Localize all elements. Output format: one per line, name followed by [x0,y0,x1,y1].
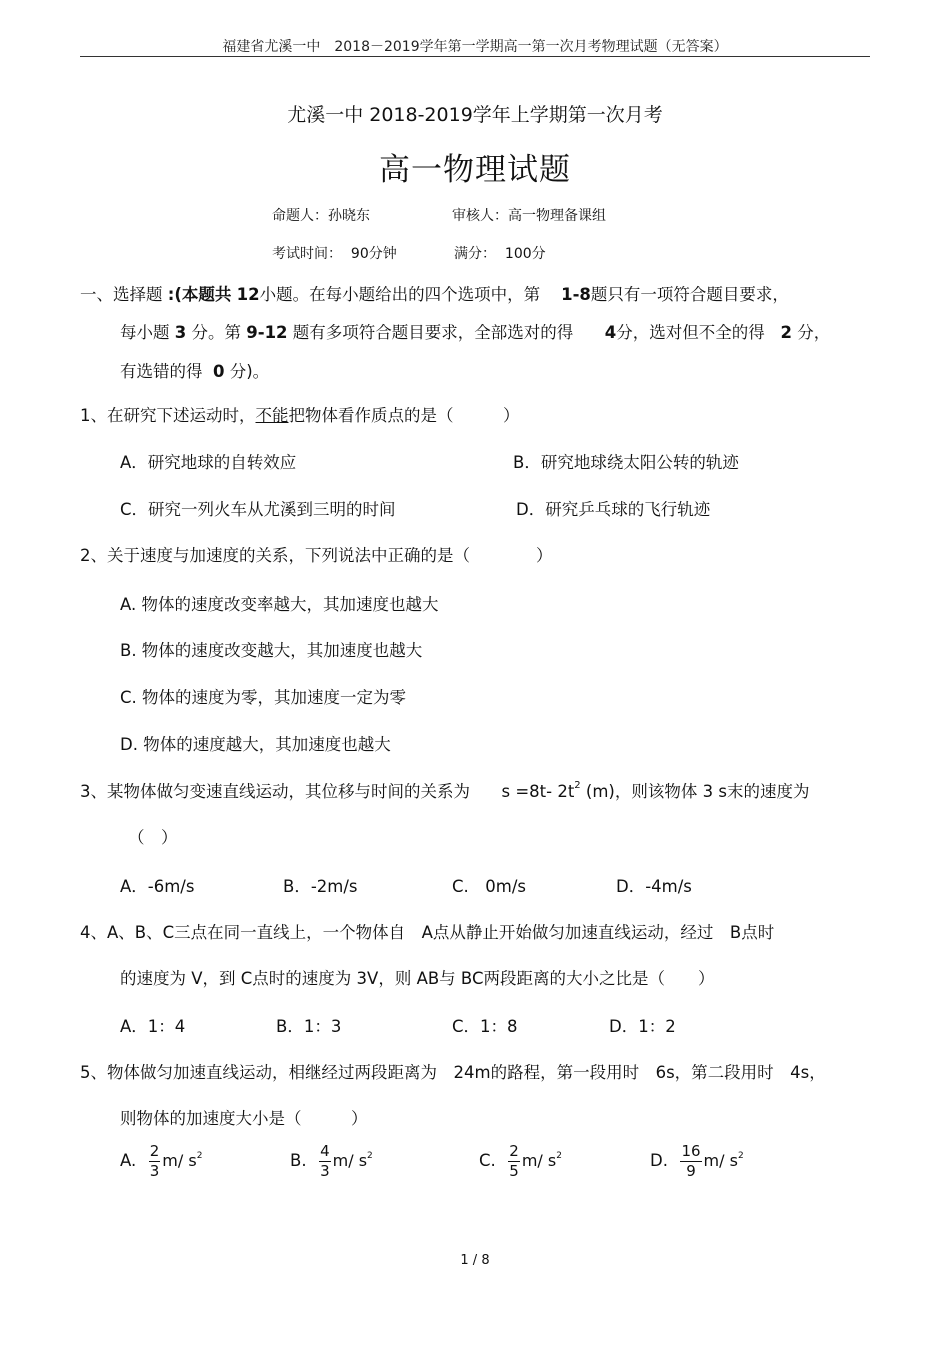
question-1-option-b: B．研究地球绕太阳公转的轨迹 [513,453,739,472]
question-3-stem: 3、某物体做匀变速直线运动，其位移与时间的关系为 s =8t- $2t^2$ (m)，则该物体 3 s末的速度为 [80,780,810,801]
author-label: 命题人： [272,208,328,224]
exam-title: 尤溪一中 2018-2019学年上学期第一次月考 [287,104,663,126]
question-1-option-d: D．研究乒乓球的飞行轨迹 [516,500,711,519]
acceleration-unit: m/ $s^2$ [332,1151,373,1170]
time-label: 考试时间： [272,246,342,262]
header-divider [80,56,870,57]
question-3-option-d: D．-4m/s [616,877,692,896]
section-instructions-line-3: 有选错的得 0 分)。 [120,362,270,381]
author-name: 孙晓东 [328,208,370,224]
question-3-option-a: A．-6m/s [120,877,195,896]
running-header: 福建省尤溪一中 2018－2019学年第一学期高一第一次月考物理试题（无答案） [222,39,728,55]
question-1-stem: 1、在研究下述运动时，不能把物体看作质点的是（ ） [80,406,520,425]
question-2-option-a: A. 物体的速度改变率越大，其加速度也越大 [120,595,439,614]
acceleration-unit: m/ $s^2$ [703,1151,744,1170]
score-label: 满分： [454,246,496,262]
exam-time-line [272,243,397,263]
section-instructions-line-1: 一、选择题 :(本题共 12小题。在每小题给出的四个选项中，第 1-8题只有一项符合题目要求， [80,285,789,304]
author-line [272,205,370,225]
question-4-option-d: D．1：2 [609,1017,676,1036]
page-number: 1 / 8 [460,1253,490,1268]
fraction: $\frac{16}{9}$ [681,1142,701,1180]
question-5-stem-line-2: 则物体的加速度大小是（ ） [120,1109,368,1128]
question-2-option-d: D. 物体的速度越大，其加速度也越大 [120,735,391,754]
question-2-option-b: B. 物体的速度改变越大，其加速度也越大 [120,641,423,660]
question-5-option-a: A. $\frac{2}{3}$ m/ $s^2$ [120,1142,203,1180]
question-3-answer-blank: （ ） [128,828,178,847]
question-5-stem-line-1: 5、物体做匀加速直线运动，相继经过两段距离为 24m的路程，第一段用时 6s，第二段用时 4s， [80,1063,826,1082]
section-instructions-line-2: 每小题 3 分。第 9-12 题有多项符合题目要求，全部选对的得 4分，选对但不全的得 2 分， [120,323,831,342]
fraction: $\frac{4}{3}$ [320,1142,330,1180]
acceleration-unit: m/ $s^2$ [162,1151,203,1170]
reviewer-label: 审核人： [452,208,508,224]
acceleration-unit: m/ $s^2$ [521,1151,562,1170]
subject-title: 高一物理试题 [379,152,571,188]
question-3-option-c: C. 0m/s [452,877,526,896]
question-4-option-a: A．1：4 [120,1017,186,1036]
reviewer-line [452,205,606,225]
section-heading: 一、选择题 [80,285,163,304]
reviewer-name: 高一物理备课组 [508,208,606,224]
question-2-option-c: C. 物体的速度为零，其加速度一定为零 [120,688,407,707]
question-4-option-b: B．1：3 [276,1017,342,1036]
question-4-stem-line-2: 的速度为 V，到 C点时的速度为 3V，则 AB与 BC两段距离的大小之比是（ ） [120,969,715,988]
displacement-formula: s =8t- $2t^2$ (m) [501,780,615,801]
question-5-option-c: C. $\frac{2}{5}$ m/ $s^2$ [479,1142,562,1180]
fraction: $\frac{2}{3}$ [149,1142,160,1180]
question-4-option-c: C．1：8 [452,1017,518,1036]
question-1-option-a: A．研究地球的自转效应 [120,453,297,472]
question-4-stem-line-1: 4、A、B、C三点在同一直线上，一个物体自 A点从静止开始做匀加速直线运动，经过 B点时 [80,923,775,942]
question-1-option-c: C．研究一列火车从尤溪到三明的时间 [120,500,396,519]
score-value: 100分 [504,246,546,262]
question-5-option-b: B. $\frac{4}{3}$ m/ $s^2$ [290,1142,373,1180]
full-score-line [454,243,546,263]
time-value: 90分钟 [350,246,397,262]
question-5-option-d: D. $\frac{16}{9}$ m/ $s^2$ [650,1142,744,1180]
emphasis-underline: 不能 [255,406,289,425]
question-2-stem: 2、关于速度与加速度的关系，下列说法中正确的是（ ） [80,546,553,565]
fraction: $\frac{2}{5}$ [509,1142,519,1180]
question-3-option-b: B．-2m/s [283,877,358,896]
